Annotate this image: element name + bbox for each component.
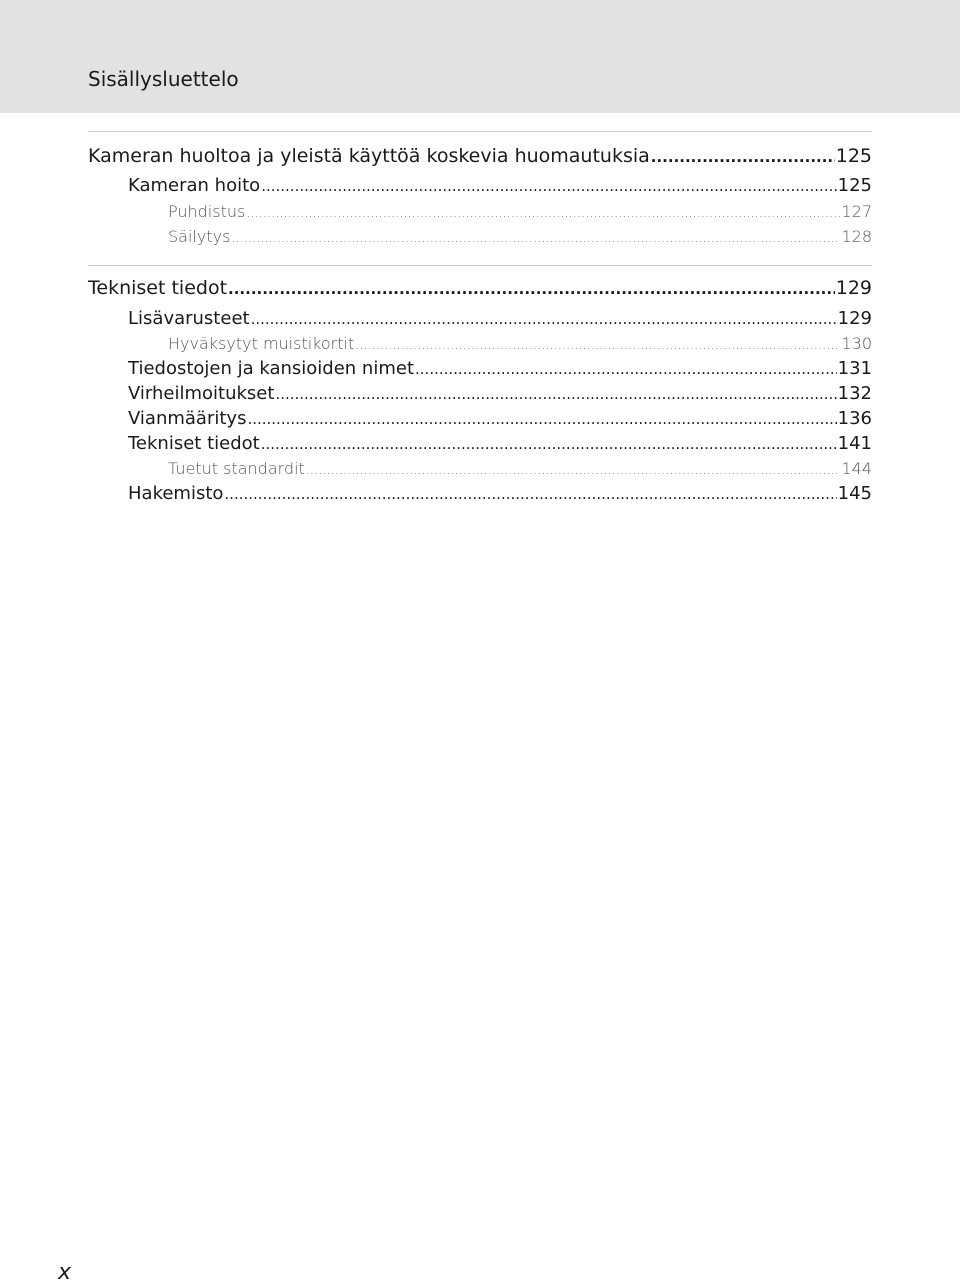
toc-entry-label: Hyväksytyt muistikortit — [168, 334, 355, 353]
toc-entry-label: Tuetut standardit — [168, 459, 305, 478]
toc-entry-page: 128 — [841, 227, 872, 246]
toc-entry-label: Tekniset tiedot — [128, 433, 260, 454]
toc-entry-subsection[interactable] — [168, 458, 872, 481]
toc-entry-page: 130 — [841, 334, 872, 353]
toc-entry-page: 131 — [837, 358, 872, 379]
toc-entry-page: 136 — [837, 408, 872, 429]
header-band — [0, 0, 960, 113]
toc-leader — [224, 483, 836, 506]
toc-entry-page: 129 — [835, 277, 872, 299]
toc-entry-subsection[interactable] — [168, 333, 872, 356]
toc-entry-chapter[interactable] — [88, 276, 872, 301]
toc-leader — [355, 335, 840, 356]
toc-leader — [247, 408, 836, 431]
toc-leader — [275, 383, 836, 406]
toc-leader — [228, 277, 835, 301]
toc-entry-subsection[interactable] — [168, 201, 872, 224]
toc-leader — [246, 203, 840, 224]
toc-entry-section[interactable] — [128, 407, 872, 431]
toc-leader — [261, 433, 837, 456]
toc-entry-label: Säilytys — [168, 227, 231, 246]
toc-entry-section[interactable] — [128, 482, 872, 506]
toc-entry-label: Puhdistus — [168, 202, 246, 221]
page-number: x — [58, 1260, 72, 1285]
toc-entry-page: 144 — [841, 459, 872, 478]
toc-entry-label: Kameran huoltoa ja yleistä käyttöä koskevia huomautuksia — [88, 145, 650, 167]
toc-leader — [261, 175, 836, 198]
toc-entry-page: 141 — [837, 433, 872, 454]
toc-entry-label: Kameran hoito — [128, 175, 261, 196]
toc-entry-page: 127 — [841, 202, 872, 221]
toc-entry-label: Hakemisto — [128, 483, 224, 504]
toc-entry-page: 125 — [835, 145, 872, 167]
toc-entry-page: 145 — [837, 483, 872, 504]
toc-entry-page: 132 — [837, 383, 872, 404]
toc-leader — [651, 145, 835, 169]
toc-leader — [306, 460, 841, 481]
toc-entry-page: 129 — [837, 308, 872, 329]
divider — [88, 131, 872, 132]
toc-entry-section[interactable] — [128, 432, 872, 456]
toc-leader — [251, 308, 837, 331]
toc-entry-label: Tiedostojen ja kansioiden nimet — [128, 358, 415, 379]
toc-entry-label: Vianmääritys — [128, 408, 247, 429]
toc-entry-page: 125 — [837, 175, 872, 196]
toc-entry-section[interactable] — [128, 307, 872, 331]
toc-leader — [415, 358, 837, 381]
divider — [88, 265, 872, 266]
toc-entry-chapter[interactable] — [88, 144, 872, 169]
page-title: Sisällysluettelo — [88, 67, 239, 91]
toc-entry-subsection[interactable] — [168, 226, 872, 249]
toc-entry-section[interactable] — [128, 382, 872, 406]
toc-entry-label: Tekniset tiedot — [88, 277, 228, 299]
toc-entry-label: Lisävarusteet — [128, 308, 250, 329]
toc-entry-section[interactable] — [128, 174, 872, 198]
toc-entry-label: Virheilmoitukset — [128, 383, 275, 404]
toc-entry-section[interactable] — [128, 357, 872, 381]
toc-leader — [231, 228, 840, 249]
